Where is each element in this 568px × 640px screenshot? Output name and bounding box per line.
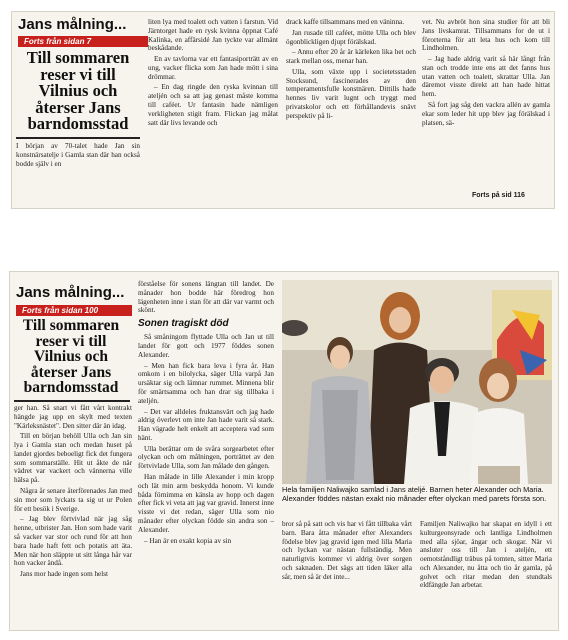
- headline-line: Till sommaren: [22, 317, 120, 334]
- column-1: [14, 404, 132, 626]
- divider: [16, 137, 140, 139]
- column-2: [138, 280, 274, 626]
- kicker: Jans målning...: [18, 16, 127, 33]
- paragraph: förståelse för sonens längtan till landet. De månader hon bodde här föredrog hon lägenheten inne i stan för att där var varmt och skönt.: [138, 280, 274, 315]
- paragraph: – Han är en exakt kopia av sin: [144, 536, 232, 545]
- paragraph: Jans mor hade ingen som helst: [20, 570, 109, 579]
- paragraph: Ulla, som växte upp i societetsstaden Stocksund, fascinerades av den temperamentsfulle konstnären. Dittills hade hennes liv varit lugnt och tryggt med privatskolor och ett förhållandevis snävt perspektiv på li-: [286, 67, 416, 120]
- continued-from-bar: Forts från sidan 100: [16, 305, 132, 316]
- kicker: Jans målning...: [16, 284, 125, 301]
- paragraph: – Jag blev förtvivlad när jag såg henne, utbrister Jan. Hon som hade varit så vacker var stor och rund för att hon bara hade haft fett och potatis att äta. Men när hon släppte ut sitt långa hår var hon vacker ändå.: [14, 515, 132, 568]
- column-4: [422, 18, 550, 190]
- paragraph: drack kaffe tillsammans med en väninna.: [286, 18, 405, 26]
- headline-line: barndomsstad: [23, 379, 119, 396]
- headline-line: Vilnius och: [38, 81, 118, 100]
- column-3: [282, 520, 412, 626]
- paragraph: Så fort jag såg den vackra allén av gamla ekar som leder hit upp blev jag förälskad i platsen, sä-: [422, 101, 550, 127]
- photo-caption: Hela familjen Naliwajko samlad i Jans ateljé. Barnen heter Alexander och Maria. Alexander föddes nästan exakt nio månader efter olyckan med parets första son.: [282, 485, 547, 503]
- paragraph: liten lya med toalett och vatten i farstun. Vid Järntorget hade en rysk kvinna öppnat Café Kalinka, en affärsidé Jan tyckte var allmänt beskådande.: [148, 18, 278, 53]
- paragraph: Till en början behöll Ulla och Jan sin lya i Gamla stan och medan huset på landet gjordes beboeligt fick det fungera som sommarställe. Hit ut åkte de när vädret var vackert och vännerna ville hälsa på.: [14, 432, 132, 485]
- paragraph: – Annu efter 20 år är kärleken lika het och stark mellan oss, menar han.: [286, 48, 416, 66]
- paragraph: vet. Nu avbröt hon sina studier för att bli Jans livskamrat. Tillsammans for de ut i förorterna för att leta hus och kom till Lindholmen.: [422, 18, 550, 53]
- paragraph: bror så på satt och vis har vi fått tillbaka vårt barn. Bara åtta månader efter Alexanders födelse blev jag gravid igen med lilla Maria och lyckan var nästan fullständig. Men naturligtvis kommer vi aldrig över sorgen och saknaden. Det sägs att tiden läker alla sår, men så är det inte...: [282, 520, 412, 581]
- headline-line: återser Jans: [35, 97, 121, 117]
- paragraph: Ulla berättar om de svåra sorgearbetet efter olyckan och om målningen, porträttet av den förtvivlade Ulla, som Jan målade den gången.: [138, 444, 274, 471]
- column-1: [16, 142, 140, 204]
- family-photo: [282, 280, 552, 484]
- headline-line: Till sommaren: [26, 48, 130, 67]
- paragraph: – En dag ringde den ryska kvinnan till ateljén och sa att jag genast måste komma till caféet. Ur fantasin hade nämligen verkligheten stigit fram. Flickan jag målat satt där livs levande och: [148, 83, 278, 127]
- headline: [12, 318, 130, 396]
- paragraph: – Men han fick bara leva i fyra år. Han omkom i en bilolycka, säger Ulla varpå Jan ursäktar sig och lämnar rummet. Minnena blir för smärtsamma och han drar sig tillbaka i ateljén.: [138, 361, 274, 405]
- top-article-clipping: [12, 12, 554, 208]
- column-2: [148, 18, 278, 206]
- bottom-article-clipping: [10, 272, 558, 630]
- paragraph: Så småningom flyttade Ulla och Jan ut till landet för gott och 1977 föddes sonen Alexander.: [138, 333, 274, 359]
- headline: [16, 50, 140, 133]
- divider: [14, 400, 130, 402]
- headline-line: Vilnius och: [34, 348, 108, 365]
- headline-line: reser vi till: [40, 64, 116, 84]
- column-4: [420, 520, 552, 626]
- headline-line: reser vi till: [35, 332, 107, 350]
- paragraph: – Det var alldeles fruktansvärt och jag hade aldrig överlevt om inte Jan hade varit så stark. Han vägrade helt enkelt att acceptera vad som hänt.: [138, 407, 274, 442]
- paragraph: I början av 70-talet hade Jan sin konstnärsatelje i Gamla stan där han också bodde själv i en: [16, 142, 140, 168]
- family-photo-illustration: [282, 280, 552, 484]
- paragraph: Han målade in lille Alexander i min kropp och lät min arm beskydda honom. Vi kunde båda förnimma en känsla av hopp och dagen efter fick vi veta att jag var gravid. Innerst inne visste vi det redan, säger Ulla som nio månader efter olyckan födde sin andra son – Alexander.: [138, 473, 274, 534]
- headline-line: barndomsstad: [27, 114, 129, 133]
- paragraph: Jan rusade till caféet, mötte Ulla och blev ögonblickligen djupt förälskad.: [286, 28, 416, 46]
- paragraph: Familjen Naliwajko har skapat en idyll i ett kulturgeonsyrade och lantliga Lindholmen med alla sjöar, ängar och skogar. När vi ansluter oss till Jan i ateljén, ett oemotståndligt träbus på tomten, sitter Maria och Alexander, nu åtta och tio år gamla, på golvet och ritar medan den stundtals eldfängde Jan arbetar.: [420, 520, 552, 590]
- paragraph: Några år senare återförenades Jan med sin mor som lyckats ta sig ut ur Polen för ett besök i Sverige.: [14, 487, 132, 513]
- continued-from-bar: Forts från sidan 7: [18, 36, 148, 47]
- paragraph: ger han. Så snart vi fått vårt kontrakt hängde jag upp en skylt med texten "Kärleksnästet". Den sitter där än idag.: [14, 404, 132, 430]
- subheading: Sonen tragiskt död: [138, 318, 229, 330]
- paragraph: – Jag hade aldrig varit så här långt från stan och trodde inte ens att det fanns hus utan vatten och toalett, skrattar Ulla. Jan däremot visste direkt att han hade hittat hem.: [422, 55, 550, 99]
- continues-on-page: Forts på sid 116: [472, 192, 525, 199]
- headline-line: återser Jans: [30, 363, 112, 381]
- paragraph: En av tavlorna var ett fantasiporträtt av en ung, vacker flicka som Jan hade mött i sina drömmar.: [148, 55, 278, 81]
- column-3: [286, 18, 416, 206]
